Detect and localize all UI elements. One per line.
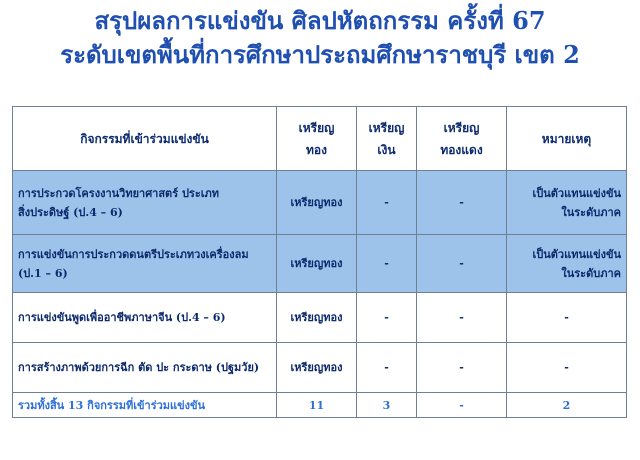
row-3-note: - xyxy=(507,293,627,343)
row-1-activity xyxy=(13,171,277,235)
row-3-bronze: - xyxy=(417,293,507,343)
total-row xyxy=(13,393,627,418)
table-row xyxy=(13,235,627,293)
total-note: 2 xyxy=(507,393,627,418)
results-table xyxy=(12,106,627,418)
row-2-gold: เหรียญทอง xyxy=(277,235,357,293)
total-bronze: - xyxy=(417,393,507,418)
header-row xyxy=(13,107,627,171)
header-silver-line-1: เหรียญ xyxy=(368,120,405,135)
row-3-activity: การแข่งขันพูดเพื่ออาชีพภาษาจีน (ป.4 – 6) xyxy=(13,293,277,343)
row-1-activity-line-2: สิ่งประดิษฐ์ (ป.4 – 6) xyxy=(18,205,123,219)
row-2-activity-line-1: การแข่งขันการประกวดดนตรีประเภทวงเครื่องลม xyxy=(18,247,249,261)
row-2-bronze: - xyxy=(417,235,507,293)
row-1-activity-line-1: การประกวดโครงงานวิทยาศาสตร์ ประเภท xyxy=(18,186,220,200)
row-1-bronze: - xyxy=(417,171,507,235)
row-3-gold: เหรียญทอง xyxy=(277,293,357,343)
header-activity xyxy=(13,107,277,171)
row-2-note xyxy=(507,235,627,293)
header-bronze-line-1: เหรียญ xyxy=(443,120,480,135)
row-1-gold: เหรียญทอง xyxy=(277,171,357,235)
total-silver: 3 xyxy=(357,393,417,418)
header-bronze xyxy=(417,107,507,171)
total-label: รวมทั้งสิ้น 13 กิจกรรมที่เข้าร่วมแข่งขัน xyxy=(13,393,277,418)
row-2-note-line-1: เป็นตัวแทนแข่งขัน xyxy=(532,247,621,261)
page-title-line-2: ระดับเขตพื้นที่การศึกษาประถมศึกษาราชบุรี เขต 2 xyxy=(60,40,580,69)
row-2-activity xyxy=(13,235,277,293)
table-row xyxy=(13,171,627,235)
row-4-bronze: - xyxy=(417,343,507,393)
header-gold-line-2: ทอง xyxy=(306,142,327,157)
table-row xyxy=(13,343,627,393)
page-title-line-1: สรุปผลการแข่งขัน ศิลปหัตถกรรม ครั้งที่ 67 xyxy=(94,6,546,35)
header-note xyxy=(507,107,627,171)
header-note-label: หมายเหตุ xyxy=(541,131,592,146)
row-4-activity: การสร้างภาพด้วยการฉีก ตัด ปะ กระดาษ (ปฐมวัย) xyxy=(13,343,277,393)
row-2-activity-line-2: (ป.1 – 6) xyxy=(18,266,68,280)
table-row xyxy=(13,293,627,343)
row-4-note: - xyxy=(507,343,627,393)
row-1-note xyxy=(507,171,627,235)
row-1-note-line-2: ในระดับภาค xyxy=(561,205,621,219)
header-activity-label: กิจกรรมที่เข้าร่วมแข่งขัน xyxy=(80,131,209,146)
title-block xyxy=(0,4,640,72)
row-4-gold: เหรียญทอง xyxy=(277,343,357,393)
row-3-silver: - xyxy=(357,293,417,343)
row-2-note-line-2: ในระดับภาค xyxy=(561,266,621,280)
header-gold-line-1: เหรียญ xyxy=(298,120,335,135)
row-2-silver: - xyxy=(357,235,417,293)
header-bronze-line-2: ทองแดง xyxy=(440,142,483,157)
header-silver-line-2: เงิน xyxy=(377,142,396,157)
header-silver xyxy=(357,107,417,171)
header-gold xyxy=(277,107,357,171)
total-gold: 11 xyxy=(277,393,357,418)
row-1-silver: - xyxy=(357,171,417,235)
row-4-silver: - xyxy=(357,343,417,393)
row-1-note-line-1: เป็นตัวแทนแข่งขัน xyxy=(532,186,621,200)
